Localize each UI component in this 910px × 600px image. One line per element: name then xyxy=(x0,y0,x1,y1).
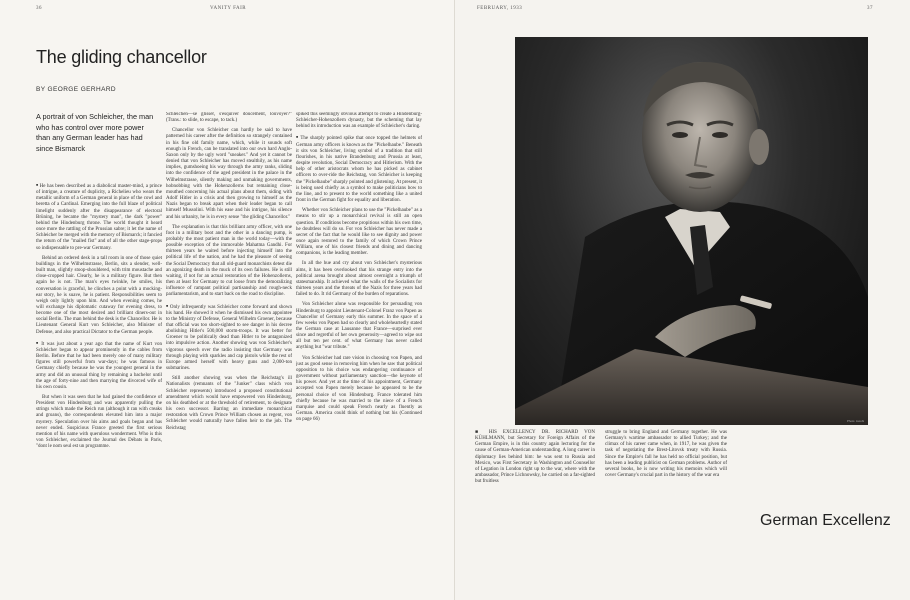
paragraph: Whether von Schleicher plans to use the "Pickelhaube" as a means to stir up a monarchical revival is still an open question. If conditions become propitious within his own time, he doubtless will do so. For von Schleicher has never made a secret of the fact that he would like to see dignity and power once again restored to the family of which Crown Prince William, one of his closest friends and dining and dancing companions, is the leading member. xyxy=(296,208,422,257)
paragraph: In all the hue and cry about von Schleicher's mysterious aims, it has been overlooked that his strange entry into the political arena brought about almost overnight a triumph of statesmanship. It achieved what the walls of the Socialists for thirteen years and the threats of the Nazis for three years had failed to do. It rid Germany of the burden of reparations. xyxy=(296,261,422,298)
folio-number-left: 36 xyxy=(36,6,42,11)
paragraph: ■ Only infrequently was Schleicher come forward and shown his hand. He showed it when he dismissed his own appointee to the Ministry of Defense, General Wilhelm Groener, because that official was too short-sighted to see danger in his decree abolishing Hitler's 500,000 storm-troops. It was better for Groener to be politically dead than Hitler to be antagonized into impulsive action. Another showing was von Schleicher's vigorous speech over the radio insisting that Germany was through playing with sparkles and cap pistols while the rest of Europe armed herself with heavy guns and 2,000-ton submarines. xyxy=(166,303,292,373)
article-column-1 xyxy=(36,182,162,592)
caption-column-2 xyxy=(605,430,727,479)
paragraph: Still another showing was when the Reichstag's ill Nationalists (remnants of the "Junker" class which von Schleicher represents) introduced a proposed constitutional amendment which would have empowered von Hindenburg, on his deathbed or at the threshold of retirement, to designate his own successor. Barring an immediate monarchical restoration with Crown Prince William chosen as regent, von Schleicher would naturally have fallen heir to the job. The Reichstag xyxy=(166,376,292,431)
portrait-photo xyxy=(515,37,868,425)
article-title: The gliding chancellor xyxy=(36,47,207,67)
portrait-figure xyxy=(515,37,868,425)
byline: BY GEORGE GERHARD xyxy=(36,86,117,93)
paragraph: The explanation is that this brilliant army officer, with one foot in a military boot and the other in a dancing pump, is probably the most patient man in the world today—with the possible exception of the immovable Mahatma Gandhi. For thirteen years he waited before injecting himself into the political life of the nation, and he had the pleasure of seeing the Social Democracy that all old-guard monarchists detest die an agonizing death in the muck of its own failures. He is still waiting, if not for an actual restoration of the Hohenzollerns, then at least for Germany to cut loose from the demoralizing influence of rampant political partisanship and rough-neck parliamentarism, and to start back on the road to discipline. xyxy=(166,224,292,298)
caption-headline: German Excellenz xyxy=(760,512,891,529)
paragraph: Schleichen—se glisser, s'esquiver doucement, louvoyer?" (Trans.: to slide, to escape, to tack.) xyxy=(166,112,292,124)
photo-credit: Photo: Jacobi xyxy=(847,419,864,423)
right-page xyxy=(455,0,910,600)
article-deck: A portrait of von Schleicher, the man who has control over more power than any German leader has had since Bismarck xyxy=(36,112,154,153)
paragraph: ■ The sharply pointed spike that once topped the helmets of German army officers is known as the "Pickelhaube." Beneath it sits von Schleicher, living symbol of a tradition that still flourishes, in his native Brandenburg and Prussia at least, despite revolution, Social Democracy and Hitlerism. With the help of other aristocrats whom he has picked as cabinet officers to over-ride the Reichstag, von Schleicher is keeping the "Pickelhaube" sharply pointed and glistening. At present, it is being used chiefly as a symbol to make politicians bow to the line, and to present to the world something like a united front in the German fight for equality and liberation. xyxy=(296,134,422,204)
caption-column-1 xyxy=(475,430,595,485)
paragraph: ■ It was just about a year ago that the name of Kurt von Schleicher began to appear prominently in the cables from Berlin. Before that he had been merely one of many military figures still powerful from war-days; he was famous in Germany chiefly because he was the youngest general in the army and did an unusual thing by remaining a bachelor until the age of forty-nine and then marrying the divorced wife of his own cousin. xyxy=(36,340,162,391)
paragraph: spiked this seemingly obvious attempt to create a Hindenburg-Schleicher-Hohenzollern dynasty, but the scheming that lay behind its introduction was an example of Schleicher's daring. xyxy=(296,112,422,130)
paragraph: Chancellor von Schleicher can hardly be said to have patterned his career after the definition so strangely contained in his fine old family name, which, while it sounds soft enough in French, can be translated into our own hard Anglo-Saxon only by the ugly word "sneaker." And yet it cannot be denied that von Schleicher has moved stealthily, as his name implies, gumshoeing his way through the army ranks, sliding into the confidence of the aged president in the palace in the Wilhelmstrasse, silently making and unmaking governments, hobnobbing with the Hohenzollerns but remaining close-mouthed concerning his actual plans about them, siding with Adolf Hitler in a crisis and then growing to himself as the Nazis began to break apart when their leader began to call himself Mussolini. With his ease and his intrigue, his silence and his urbanity, he is in every sense "the gliding Chancellor." xyxy=(166,128,292,220)
paragraph: But when it was seen that he had gained the confidence of President von Hindenburg and was apparently pulling the strings which made the Reich run (although it ran with creaks and groans), the correspondents elevated him into a major mystery. Speculation over his aims and goals began and has never ended. Suspicious France greeted the first serious mention of his name with querulous wonderment. Who is this von Schleicher, exclaimed the Journal des Débats in Paris, "dont le nom seul est un programme. xyxy=(36,395,162,450)
running-head-left: VANITY FAIR xyxy=(210,6,247,11)
article-column-2 xyxy=(166,112,292,592)
paragraph: Von Schleicher alone was responsible for persuading von Hindenburg to appoint Lieutenant-Colonel Franz von Papen as Chancellor of Germany early this summer. In the space of a few weeks von Papen had so clearly and wholeheartedly stated the German case at Lausanne that France—surprised ever since and regretful of her own generosity—agreed to wipe out all but ten per cent. of what Germany has never called anything but "war tribute." xyxy=(296,302,422,351)
caption-text: struggle to bring England and Germany together. He was Germany's wartime ambassador to allied Turkey; and the climax of his career came when, in 1917, he was given the task of negotiating the Brest-Litovsk treaty with Russia. Since the Empire's fall he has held no official position, but has been a leading publicist on German problems. Author of several books, he is now writing his memoirs which will cover Germany's crucial part in the history of the war era xyxy=(605,430,727,479)
paragraph: Behind an ordered desk in a tall room in one of those quiet buildings in the Wilhelmstrasse, Berlin, sits a slender, well-built man, slightly stoop-shouldered, with trim moustache and close-cropped hair. Clearly, he is a military figure. But then again he is not. The man's eyes twinkle, he smiles, his conversation is graceful, he clinches a point with a mocking-ear story, he is suave, he is patient. Responsibilities seem to weigh only lightly upon him. And when evening comes, he will exchange his diplomatic cutaway for evening dress, to become one of the most desired and brilliant diners-out in social Berlin. The man behind the desk is the Chancellor. He is Lieutenant General Kurt von Schleicher, also Minister of Defense, and also practical Dictator to the German people. xyxy=(36,255,162,335)
caption-text: ■ HIS EXCELLENCY DR. RICHARD VON KÜHLMANN, but Secretary for Foreign Affairs of the German Empire, is in this country again lecturing for the cause of German-American understanding. A long career in diplomacy lies behind him: he was sent to Russia and Mexico, was First Secretary in Washington and Counsellor of Legation in London right up to the war, where with the ambassador, Prince Lichnowsky, he carried on a far-sighted but fruitless xyxy=(475,430,595,485)
article-column-3 xyxy=(296,112,422,592)
folio-number-right: 37 xyxy=(867,6,873,11)
paragraph: Von Schleicher had rare vision in choosing von Papen, and just as good sense in removing him when he saw that political opposition to his choice was endangering continuance of government without parliamentary sanction—the keynote of his power. And yet at the time of his appointment, Germany accepted von Papen merely because he appeared to be the personal choice of von Hindenburg. France tolerated him chiefly because he was married to the niece of a French marquise and could speak French nearly as fluently as German. America could think of nothing but his (Continued on page 66) xyxy=(296,355,422,423)
running-head-right: FEBRUARY, 1933 xyxy=(477,6,523,11)
paragraph: ■ He has been described as a diabolical master-mind, a prince of intrigue, a creature of duplicity, a Richelieu who wears the metallic uniform of a German general in place of the cowl and beretta of a Cardinal. Emerging into the full blaze of political limelight suddenly after the disappearance of electoral Brüning, he became the "mystery man", the dark "power" behind the Hindenburg throne. The world thought it heard once more the rattling of the Prussian sabre; it let the name of Schleicher be merged with the memory of Bismarck; it fancied the return of the "mailed fist" and of all the other stage-props so indispensable to pre-war Germany. xyxy=(36,182,162,252)
